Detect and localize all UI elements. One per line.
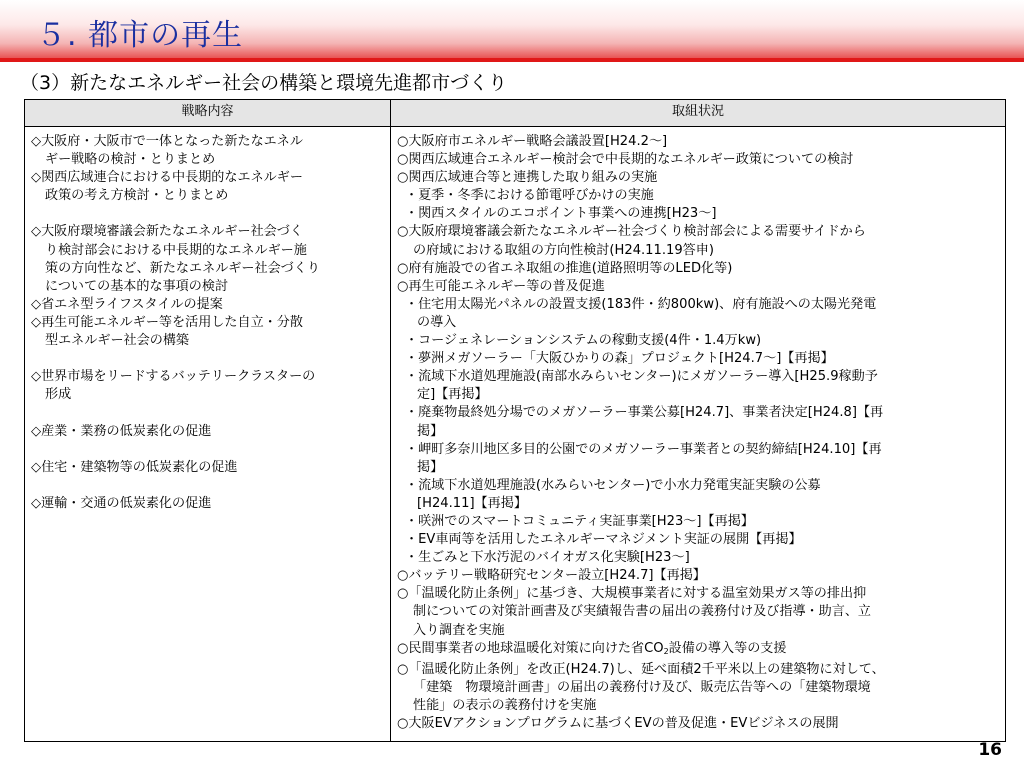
status-line: ・EV車両等を活用したエネルギーマネジメント実証の展開【再掲】 (405, 532, 802, 548)
spacer (31, 441, 384, 459)
status-line: の府域における取組の方向性検討(H24.11.19答申) (413, 242, 714, 258)
status-line: ○大阪EVアクションプログラムに基づくEVの普及促進・EVビジネスの展開 (397, 716, 839, 731)
status-line: ○バッテリー戦略研究センター設立[H24.7]【再掲】 (397, 568, 706, 584)
status-content-cell (391, 127, 1006, 742)
strategy-content-cell (25, 127, 391, 742)
co2-text: ○民間事業者の地球温暖化対策に向けた省CO (397, 640, 664, 656)
status-line: ・関西スタイルのエコポイント事業への連携[H23～] (405, 206, 717, 222)
status-line: の導入 (417, 314, 457, 330)
status-line: ○関西広域連合等と連携した取り組みの実施 (397, 170, 658, 186)
status-line-co2 (397, 640, 1001, 661)
strategy-table (24, 99, 1006, 742)
status-line: ・住宅用太陽光パネルの設置支援(183件・約800kw)、府有施設への太陽光発電 (405, 296, 877, 312)
status-line: 掲】 (417, 423, 444, 439)
status-line: ○再生可能エネルギー等の普及促進 (397, 278, 605, 294)
status-line: 制についての対策計画書及び実績報告書の届出の義務付け及び指導・助言、立 (413, 604, 872, 620)
strategy-line: ◇関西広域連合における中長期的なエネルギー (31, 170, 303, 186)
strategy-line: ◇運輸・交通の低炭素化の促進 (31, 495, 212, 511)
strategy-line: ◇産業・業務の低炭素化の促進 (31, 423, 212, 439)
status-line: 性能」の表示の義務付けを実施 (413, 697, 597, 713)
status-line: ○大阪府市エネルギー戦略会議設置[H24.2～] (397, 134, 668, 149)
spacer (31, 350, 384, 368)
status-line: ○「温暖化防止条例」に基づき、大規模事業者に対する温室効果ガス等の排出抑 (397, 586, 867, 602)
status-line: ・廃棄物最終処分場でのメガソーラー事業公募[H24.7]、事業者決定[H24.8]【再 (405, 405, 884, 421)
spacer (31, 404, 384, 422)
status-line: ○関西広域連合エネルギー検討会で中長期的なエネルギー政策についての検討 (397, 152, 854, 168)
strategy-line: ギー戦略の検討・とりまとめ (45, 152, 216, 168)
status-line: 「建築 物環境計画書」の届出の義務付け及び、販売広告等への「建築物環境 (413, 679, 871, 695)
strategy-line: ◇再生可能エネルギー等を活用した自立・分散 (31, 314, 303, 330)
status-line: 掲】 (417, 459, 444, 475)
strategy-line: 策の方向性など、新たなエネルギー社会づくり (45, 260, 320, 276)
strategy-line: ◇住宅・建築物等の低炭素化の促進 (31, 459, 238, 475)
status-line: ○府有施設での省エネ取組の推進(道路照明等のLED化等) (397, 260, 733, 276)
strategy-line: ◇大阪府環境審議会新たなエネルギー社会づく (31, 224, 303, 240)
status-line: 入り調査を実施 (413, 622, 505, 638)
table-header-row (25, 100, 1006, 127)
co2-subscript: 2 (663, 646, 669, 656)
strategy-line: り検討部会における中長期的なエネルギー施 (45, 242, 307, 258)
strategy-line: 形成 (45, 387, 72, 403)
page-number: 16 (978, 740, 1002, 760)
status-line: [H24.11]【再掲】 (417, 495, 527, 511)
spacer (31, 205, 384, 223)
status-line: ・生ごみと下水汚泥のバイオガス化実験[H23～] (405, 550, 690, 566)
status-line: 定]【再掲】 (417, 387, 488, 403)
status-line: ・夢洲メガソーラー「大阪ひかりの森」プロジェクト[H24.7～]【再掲】 (405, 351, 834, 367)
co2-text-tail: 設備の導入等の支援 (668, 640, 787, 656)
status-line: ・岬町多奈川地区多目的公園でのメガソーラー事業者との契約締結[H24.10]【再 (405, 441, 882, 457)
strategy-line: ◇世界市場をリードするバッテリークラスターの (31, 369, 316, 385)
slide-title: ５. 都市の再生 (36, 18, 244, 53)
status-line: ・咲洲でのスマートコミュニティ実証事業[H23～]【再掲】 (405, 513, 754, 529)
table-row (25, 127, 1006, 742)
column-header-strategy: 戦略内容 (25, 100, 391, 127)
status-line: ○「温暖化防止条例」を改正(H24.7)し、延べ面積2千平米以上の建築物に対して、 (397, 661, 885, 677)
status-line: ・流域下水道処理施設(水みらいセンター)で小水力発電実証実験の公募 (405, 477, 821, 493)
strategy-line: ◇省エネ型ライフスタイルの提案 (31, 296, 223, 312)
section-subtitle: （3）新たなエネルギー社会の構築と環境先進都市づくり (20, 72, 508, 94)
status-line: ○大阪府環境審議会新たなエネルギー社会づくり検討部会による需要サイドから (397, 224, 866, 240)
strategy-line: ◇大阪府・大阪市で一体となった新たなエネル (31, 134, 303, 149)
column-header-status: 取組状況 (391, 100, 1006, 127)
status-line: ・流域下水道処理施設(南部水みらいセンター)にメガソーラー導入[H25.9稼動予 (405, 369, 878, 385)
spacer (31, 477, 384, 495)
status-line: ・コージェネレーションシステムの稼動支援(4件・1.4万kw) (405, 333, 762, 349)
status-line: ・夏季・冬季における節電呼びかけの実施 (405, 188, 654, 204)
strategy-line: 政策の考え方検討・とりまとめ (45, 188, 229, 204)
strategy-line: についての基本的な事項の検討 (45, 278, 229, 294)
strategy-line: 型エネルギー社会の構築 (45, 333, 190, 349)
